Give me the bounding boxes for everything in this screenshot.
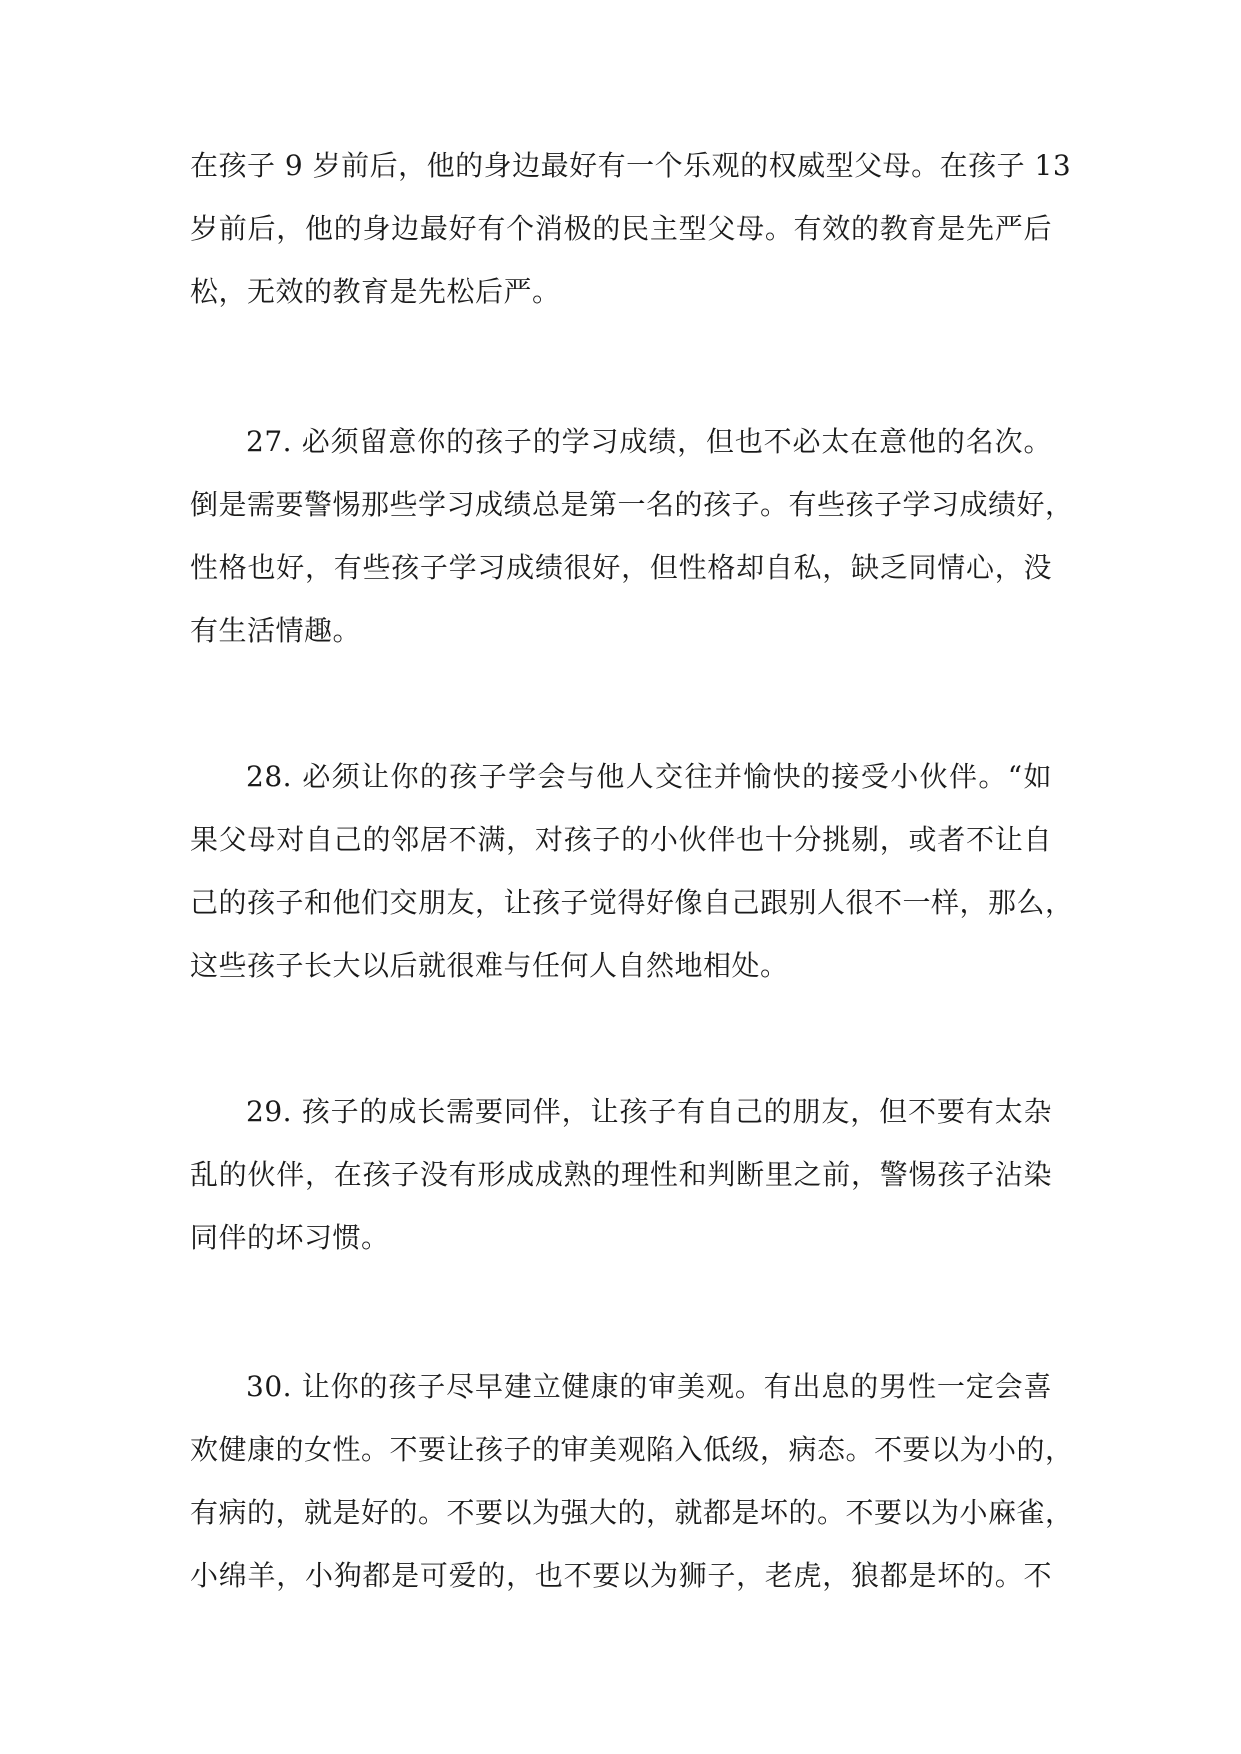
paragraph-30 <box>190 1355 1074 1607</box>
text-line: 29. 孩子的成长需要同伴，让孩子有自己的朋友，但不要有太杂 <box>246 1095 1052 1128</box>
text-line: 岁前后，他的身边最好有个消极的民主型父母。有效的教育是先严后 <box>190 212 1052 245</box>
text-line: 28. 必须让你的孩子学会与他人交往并愉快的接受小伙伴。“如 <box>246 760 1052 793</box>
paragraph-28 <box>190 745 1074 997</box>
paragraph-29 <box>190 1080 1052 1269</box>
text-line: 这些孩子长大以后就很难与任何人自然地相处。 <box>190 949 789 982</box>
text-line: 性格也好，有些孩子学习成绩很好，但性格却自私，缺乏同情心，没 <box>190 551 1052 584</box>
text-line: 在孩子 9 岁前后，他的身边最好有一个乐观的权威型父母。在孩子 13 <box>190 149 1072 182</box>
text-line: 果父母对自己的邻居不满，对孩子的小伙伴也十分挑剔，或者不让自 <box>190 823 1052 856</box>
paragraph-intro <box>190 134 1072 323</box>
text-line: 小绵羊，小狗都是可爱的，也不要以为狮子，老虎，狼都是坏的。不 <box>190 1559 1052 1592</box>
text-line: 有病的，就是好的。不要以为强大的，就都是坏的。不要以为小麻雀， <box>190 1496 1074 1529</box>
text-line: 松，无效的教育是先松后严。 <box>190 275 561 308</box>
text-line: 倒是需要警惕那些学习成绩总是第一名的孩子。有些孩子学习成绩好， <box>190 488 1074 521</box>
text-line: 欢健康的女性。不要让孩子的审美观陷入低级，病态。不要以为小的， <box>190 1433 1074 1466</box>
text-line: 有生活情趣。 <box>190 614 362 647</box>
text-line: 30. 让你的孩子尽早建立健康的审美观。有出息的男性一定会喜 <box>246 1370 1052 1403</box>
paragraph-27 <box>190 410 1074 662</box>
text-line: 27. 必须留意你的孩子的学习成绩，但也不必太在意他的名次。 <box>246 425 1052 458</box>
text-line: 同伴的坏习惯。 <box>190 1221 390 1254</box>
text-line: 乱的伙伴，在孩子没有形成成熟的理性和判断里之前，警惕孩子沾染 <box>190 1158 1052 1191</box>
text-line: 己的孩子和他们交朋友，让孩子觉得好像自己跟别人很不一样，那么， <box>190 886 1074 919</box>
